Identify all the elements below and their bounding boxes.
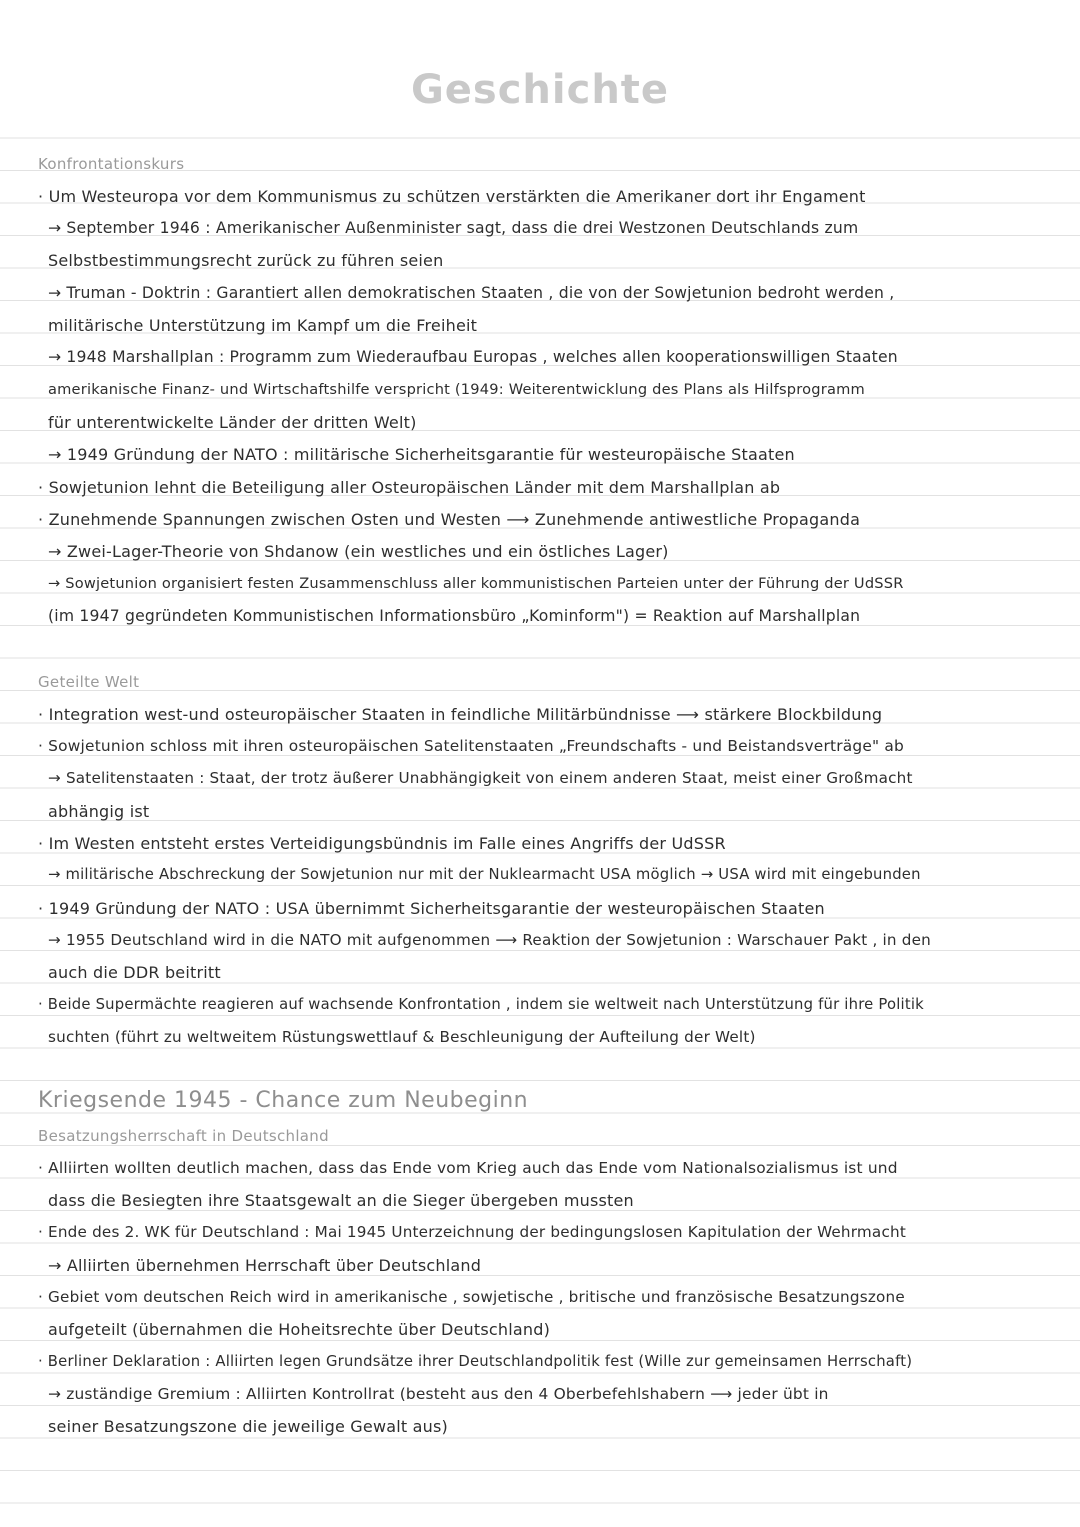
note-line: · Im Westen entsteht erstes Verteidigungsbündnis im Falle eines Angriffs der UdSSR	[38, 834, 726, 853]
note-line: → Zwei-Lager-Theorie von Shdanow (ein westliches und ein östliches Lager)	[48, 542, 669, 561]
note-line: · 1949 Gründung der NATO : USA übernimmt Sicherheitsgarantie der westeuropäischen Staaten	[38, 899, 825, 918]
note-line: · Sowjetunion schloss mit ihren osteuropäischen Satelitenstaaten „Freundschafts - und Beistandsverträge" ab	[38, 737, 904, 755]
section-heading-konfrontationskurs: Konfrontationskurs	[38, 155, 185, 173]
main-heading-kriegsende: Kriegsende 1945 - Chance zum Neubeginn	[38, 1088, 529, 1113]
note-line: suchten (führt zu weltweitem Rüstungswettlauf & Beschleunigung der Aufteilung der Welt)	[48, 1028, 756, 1046]
note-line: → 1948 Marshallplan : Programm zum Wiederaufbau Europas , welches allen kooperationswilligen Staaten	[48, 348, 898, 366]
note-line: · Gebiet vom deutschen Reich wird in amerikanische , sowjetische , britische und französische Besatzungszone	[38, 1288, 905, 1306]
note-line: · Um Westeuropa vor dem Kommunismus zu schützen verstärkten die Amerikaner dort ihr Engament	[38, 187, 866, 206]
note-line: · Berliner Deklaration : Alliirten legen Grundsätze ihrer Deutschlandpolitik fest (Wille zur gemeinsamen Herrschaft)	[38, 1353, 913, 1370]
note-line: → 1955 Deutschland wird in die NATO mit aufgenommen ⟶ Reaktion der Sowjetunion : Warschauer Pakt , in den	[48, 931, 931, 949]
note-line: → September 1946 : Amerikanischer Außenminister sagt, dass die drei Westzonen Deutschlands zum	[48, 219, 859, 237]
note-line: · Sowjetunion lehnt die Beteiligung aller Osteuropäischen Länder mit dem Marshallplan ab	[38, 478, 781, 497]
note-line: (im 1947 gegründeten Kommunistischen Informationsbüro „Kominform") = Reaktion auf Marshallplan	[48, 607, 861, 625]
note-line: → militärische Abschreckung der Sowjetunion nur mit der Nuklearmacht USA möglich → USA wird mit eingebunden	[48, 866, 921, 883]
note-line: → Truman - Doktrin : Garantiert allen demokratischen Staaten , die von der Sowjetunion bedroht werden ,	[48, 284, 895, 302]
note-line: militärische Unterstützung im Kampf um die Freiheit	[48, 316, 478, 335]
section-heading-besatzungsherrschaft: Besatzungsherrschaft in Deutschland	[38, 1127, 329, 1145]
note-line: abhängig ist	[48, 802, 150, 821]
note-line: Selbstbestimmungsrecht zurück zu führen seien	[48, 251, 444, 270]
note-line: auch die DDR beitritt	[48, 963, 221, 982]
note-line: · Zunehmende Spannungen zwischen Osten und Westen ⟶ Zunehmende antiwestliche Propaganda	[38, 510, 861, 529]
note-line: seiner Besatzungszone die jeweilige Gewalt aus)	[48, 1417, 448, 1436]
note-line: → Satelitenstaaten : Staat, der trotz äußerer Unabhängigkeit von einem anderen Staat, meist einer Großmacht	[48, 769, 913, 787]
note-line: · Alliirten wollten deutlich machen, dass das Ende vom Krieg auch das Ende vom Nationalsozialismus ist und	[38, 1159, 898, 1177]
note-line: · Integration west-und osteuropäischer Staaten in feindliche Militärbündnisse ⟶ stärkere Blockbildung	[38, 705, 883, 724]
note-line: → Alliirten übernehmen Herrschaft über Deutschland	[48, 1256, 482, 1275]
section-heading-geteilte-welt: Geteilte Welt	[38, 673, 140, 691]
note-line: → zuständige Gremium : Alliirten Kontrollrat (besteht aus den 4 Oberbefehlshabern ⟶ jeder übt in	[48, 1385, 829, 1403]
note-line: · Ende des 2. WK für Deutschland : Mai 1945 Unterzeichnung der bedingungslosen Kapitulation der Wehrmacht	[38, 1223, 906, 1241]
note-line: aufgeteilt (übernahmen die Hoheitsrechte über Deutschland)	[48, 1320, 551, 1339]
note-line: für unterentwickelte Länder der dritten Welt)	[48, 413, 417, 432]
note-line: dass die Besiegten ihre Staatsgewalt an die Sieger übergeben mussten	[48, 1191, 634, 1210]
page-title: Geschichte	[410, 67, 670, 113]
note-line: → Sowjetunion organisiert festen Zusammenschluss aller kommunistischen Parteien unter der Führung der UdSSR	[48, 575, 904, 592]
note-line: amerikanische Finanz- und Wirtschaftshilfe verspricht (1949: Weiterentwicklung des Plans als Hilfsprogramm	[48, 381, 865, 398]
note-line: · Beide Supermächte reagieren auf wachsende Konfrontation , indem sie weltweit nach Unterstützung für ihre Politik	[38, 996, 924, 1013]
note-line: → 1949 Gründung der NATO : militärische Sicherheitsgarantie für westeuropäische Staaten	[48, 445, 795, 464]
